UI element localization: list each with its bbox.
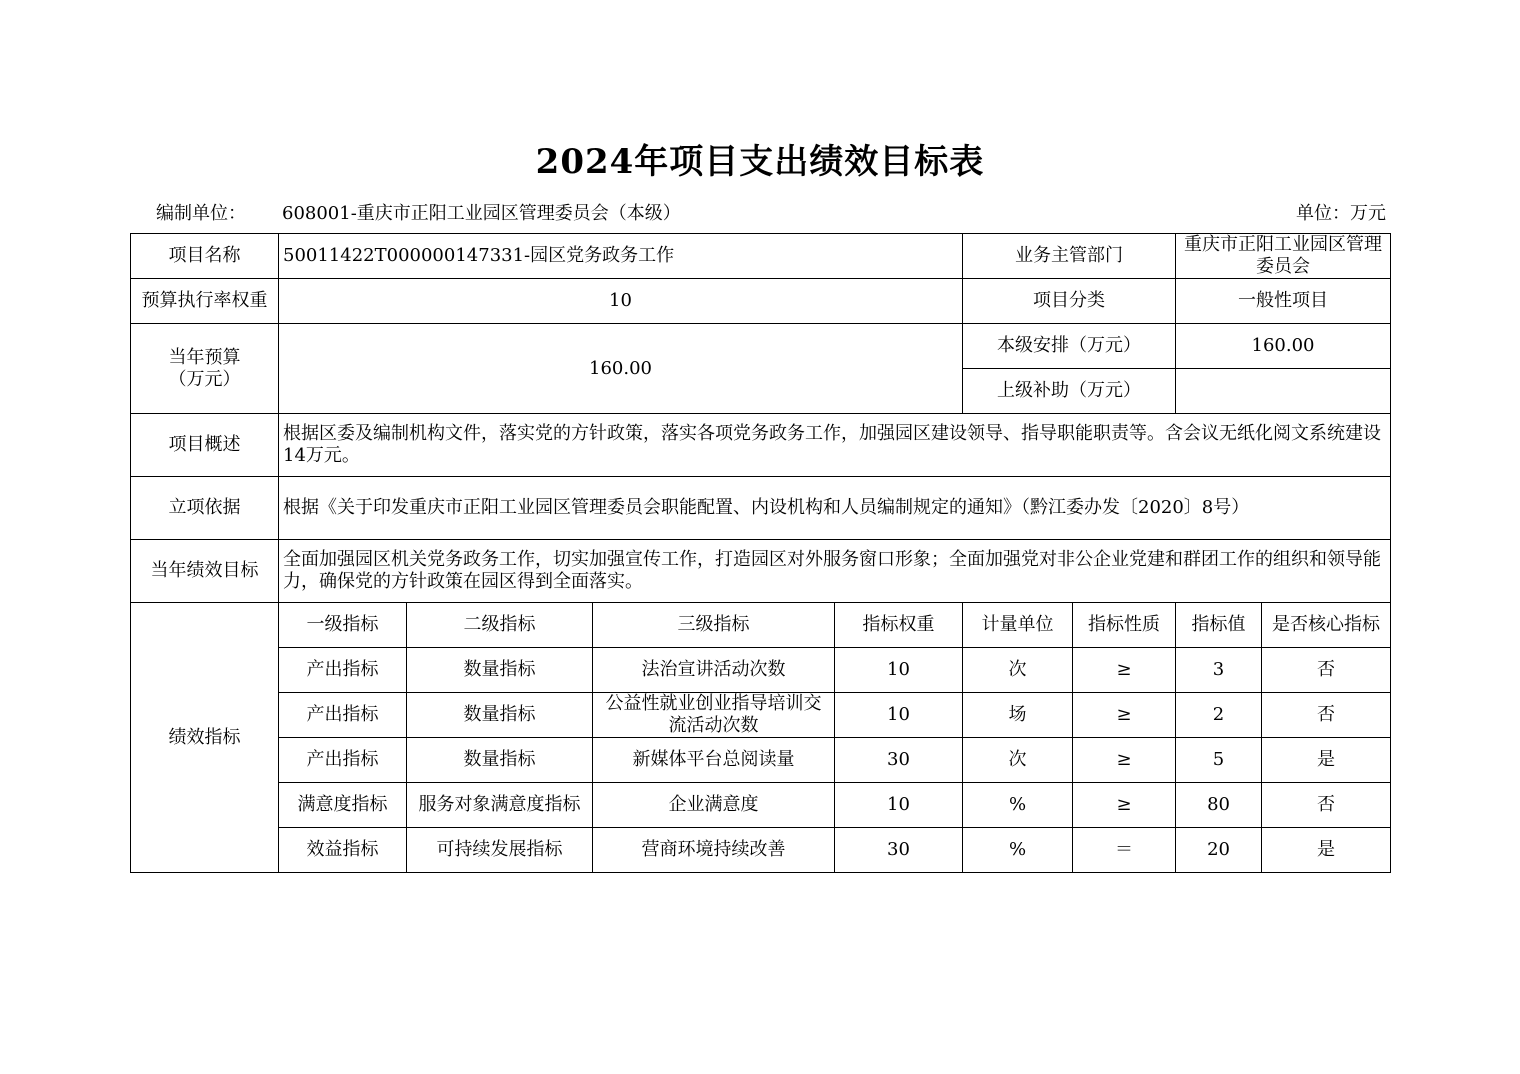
value-cell: 80 <box>1176 783 1262 828</box>
dept-value: 重庆市正阳工业园区管理委员会 <box>1176 234 1391 279</box>
core-cell: 否 <box>1262 648 1391 693</box>
unit-cell: % <box>963 828 1073 873</box>
value-cell: 3 <box>1176 648 1262 693</box>
overview-value: 根据区委及编制机构文件，落实党的方针政策，落实各项党务政务工作，加强园区建设领导、指导职能职责等。含会议无纸化阅文系统建设14万元。 <box>279 414 1391 477</box>
basis-label: 立项依据 <box>131 477 279 540</box>
nature-cell: ＝ <box>1073 828 1176 873</box>
annual-goal-label: 当年绩效目标 <box>131 540 279 603</box>
level1-cell: 效益指标 <box>279 828 407 873</box>
currency-unit: 单位：万元 <box>1296 203 1386 224</box>
level3-cell-text: 公益性就业创业指导培训交流活动次数 <box>605 693 822 736</box>
annual-goal-value: 全面加强园区机关党务政务工作，切实加强宣传工作，打造园区对外服务窗口形象；全面加强党对非公企业党建和群团工作的组织和领导能力，确保党的方针政策在园区得到全面落实。 <box>279 540 1391 603</box>
level1-cell: 产出指标 <box>279 693 407 738</box>
weight-label: 预算执行率权重 <box>131 279 279 324</box>
core-cell: 否 <box>1262 783 1391 828</box>
level2-cell: 可持续发展指标 <box>407 828 593 873</box>
weight-cell: 10 <box>835 693 963 738</box>
project-name-label: 项目名称 <box>131 234 279 279</box>
value-cell: 5 <box>1176 738 1262 783</box>
header-value: 指标值 <box>1176 603 1262 648</box>
table-row <box>131 648 1391 693</box>
nature-cell: ≥ <box>1073 693 1176 738</box>
category-label: 项目分类 <box>963 279 1176 324</box>
budget-label-line2: （万元） <box>168 368 241 390</box>
level1-cell: 产出指标 <box>279 738 407 783</box>
level3-cell <box>593 693 835 738</box>
table-row <box>131 693 1391 738</box>
dept-label: 业务主管部门 <box>963 234 1176 279</box>
level3-cell: 企业满意度 <box>593 783 835 828</box>
nature-cell: ≥ <box>1073 648 1176 693</box>
header-weight: 指标权重 <box>835 603 963 648</box>
local-budget-label: 本级安排（万元） <box>963 324 1176 369</box>
weight-cell: 10 <box>835 783 963 828</box>
overview-label: 项目概述 <box>131 414 279 477</box>
unit-cell: 次 <box>963 738 1073 783</box>
header-level1: 一级指标 <box>279 603 407 648</box>
header-level2: 二级指标 <box>407 603 593 648</box>
level2-cell: 服务对象满意度指标 <box>407 783 593 828</box>
value-cell: 2 <box>1176 693 1262 738</box>
page-title: 2024年项目支出绩效目标表 <box>535 142 985 182</box>
category-value: 一般性项目 <box>1176 279 1391 324</box>
level2-cell: 数量指标 <box>407 693 593 738</box>
core-cell: 是 <box>1262 738 1391 783</box>
budget-label-line1: 当年预算 <box>168 346 241 368</box>
indicators-label: 绩效指标 <box>131 603 279 873</box>
budget-value: 160.00 <box>279 324 963 414</box>
table-row <box>131 828 1391 873</box>
budget-label <box>131 324 279 414</box>
local-budget-value: 160.00 <box>1176 324 1391 369</box>
weight-cell: 30 <box>835 738 963 783</box>
level1-cell: 产出指标 <box>279 648 407 693</box>
performance-target-table <box>130 233 1391 873</box>
level2-cell: 数量指标 <box>407 648 593 693</box>
nature-cell: ≥ <box>1073 783 1176 828</box>
compiling-unit-value: 608001-重庆市正阳工业园区管理委员会（本级） <box>282 203 681 224</box>
table-row <box>131 738 1391 783</box>
level3-cell: 法治宣讲活动次数 <box>593 648 835 693</box>
nature-cell: ≥ <box>1073 738 1176 783</box>
upper-subsidy-label: 上级补助（万元） <box>963 369 1176 414</box>
upper-subsidy-value <box>1176 369 1391 414</box>
project-name-value: 50011422T000000147331-园区党务政务工作 <box>279 234 963 279</box>
header-unit: 计量单位 <box>963 603 1073 648</box>
level3-cell: 新媒体平台总阅读量 <box>593 738 835 783</box>
header-nature: 指标性质 <box>1073 603 1176 648</box>
level2-cell: 数量指标 <box>407 738 593 783</box>
weight-value: 10 <box>279 279 963 324</box>
unit-cell: 次 <box>963 648 1073 693</box>
compiling-unit <box>156 199 681 225</box>
weight-cell: 10 <box>835 648 963 693</box>
basis-value: 根据《关于印发重庆市正阳工业园区管理委员会职能配置、内设机构和人员编制规定的通知》（黔江委办发〔2020〕8号） <box>279 477 1391 540</box>
header-level3: 三级指标 <box>593 603 835 648</box>
level3-cell: 营商环境持续改善 <box>593 828 835 873</box>
unit-cell: % <box>963 783 1073 828</box>
weight-cell: 30 <box>835 828 963 873</box>
unit-cell: 场 <box>963 693 1073 738</box>
table-row <box>131 783 1391 828</box>
value-cell: 20 <box>1176 828 1262 873</box>
compiling-unit-label: 编制单位： <box>156 203 246 224</box>
core-cell: 是 <box>1262 828 1391 873</box>
header-core: 是否核心指标 <box>1262 603 1391 648</box>
level1-cell: 满意度指标 <box>279 783 407 828</box>
core-cell: 否 <box>1262 693 1391 738</box>
